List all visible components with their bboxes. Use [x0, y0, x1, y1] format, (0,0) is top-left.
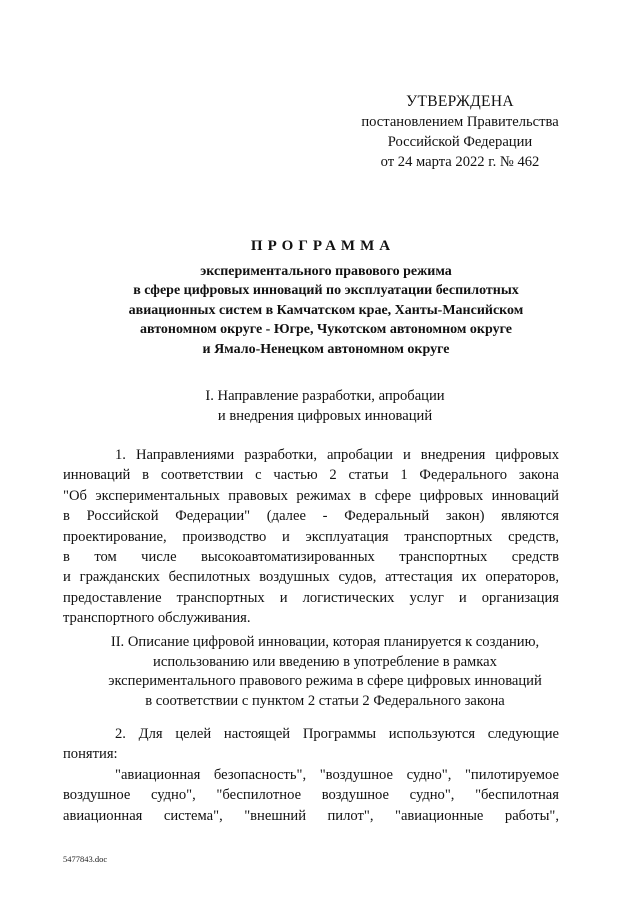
- subtitle-line: и Ямало-Ненецком автономном округе: [202, 341, 450, 357]
- section-2-heading: [80, 633, 570, 711]
- heading-line: использованию или введению в употребление в рамках: [153, 653, 497, 670]
- approval-line: постановлением Правительства: [361, 114, 559, 130]
- paragraph-line: понятия:: [63, 746, 118, 763]
- heading-line: в соответствии с пунктом 2 статьи 2 Федерального закона: [145, 692, 505, 709]
- approval-block: [340, 92, 580, 172]
- paragraph-line: "авиационная безопасность", "воздушное судно", "пилотируемое: [115, 766, 559, 783]
- paragraph-line: транспортного обслуживания.: [63, 610, 251, 627]
- document-file-id: 5477843.doc: [63, 854, 108, 864]
- approval-date-number: от 24 марта 2022 г. № 462: [380, 154, 540, 170]
- paragraph-line: 1. Направлениями разработки, апробации и внедрения цифровых: [115, 447, 559, 463]
- heading-line: и внедрения цифровых инноваций: [217, 407, 433, 424]
- paragraph-line: воздушное судно", "беспилотное воздушное судно", "беспилотная: [63, 787, 559, 804]
- paragraph-line: и гражданских беспилотных воздушных судов, аттестация их операторов,: [63, 569, 559, 586]
- program-subtitle: [88, 262, 564, 359]
- subtitle-line: авиационных систем в Камчатском крае, Ханты-Мансийском: [128, 302, 524, 318]
- paragraph-line: предоставление транспортных и логистических услуг и организация: [63, 589, 559, 606]
- approval-line: Российской Федерации: [387, 134, 533, 150]
- section-2-paragraph: [63, 724, 559, 826]
- paragraph-line: в том числе высокоавтоматизированных транспортных средств: [63, 549, 559, 566]
- paragraph-line: в Российской Федерации" (далее - Федеральный закон) являются: [63, 508, 559, 525]
- heading-line: I. Направление разработки, апробации: [205, 388, 445, 404]
- subtitle-line: автономном округе - Югре, Чукотском автономном округе: [140, 322, 512, 338]
- subtitle-line: экспериментального правового режима: [200, 264, 452, 279]
- paragraph-line: авиационная система", "внешний пилот", "авиационные работы",: [63, 807, 559, 824]
- paragraph-line: 2. Для целей настоящей Программы используются следующие: [115, 726, 559, 742]
- paragraph-line: инноваций в соответствии с частью 2 статьи 1 Федерального закона: [63, 467, 559, 484]
- program-title: ПРОГРАММА: [250, 238, 396, 254]
- section-1-heading: [80, 387, 570, 426]
- paragraph-line: проектирование, производство и эксплуатация транспортных средств,: [63, 528, 559, 545]
- heading-line: II. Описание цифровой инновации, которая планируется к созданию,: [110, 634, 540, 650]
- section-1-paragraph: [63, 445, 559, 629]
- heading-line: экспериментального правового режима в сфере цифровых инноваций: [108, 673, 542, 690]
- approval-title: УТВЕРЖДЕНА: [406, 93, 514, 110]
- paragraph-line: "Об экспериментальных правовых режимах в сфере цифровых инноваций: [63, 487, 559, 504]
- subtitle-line: в сфере цифровых инноваций по эксплуатации беспилотных: [133, 283, 519, 299]
